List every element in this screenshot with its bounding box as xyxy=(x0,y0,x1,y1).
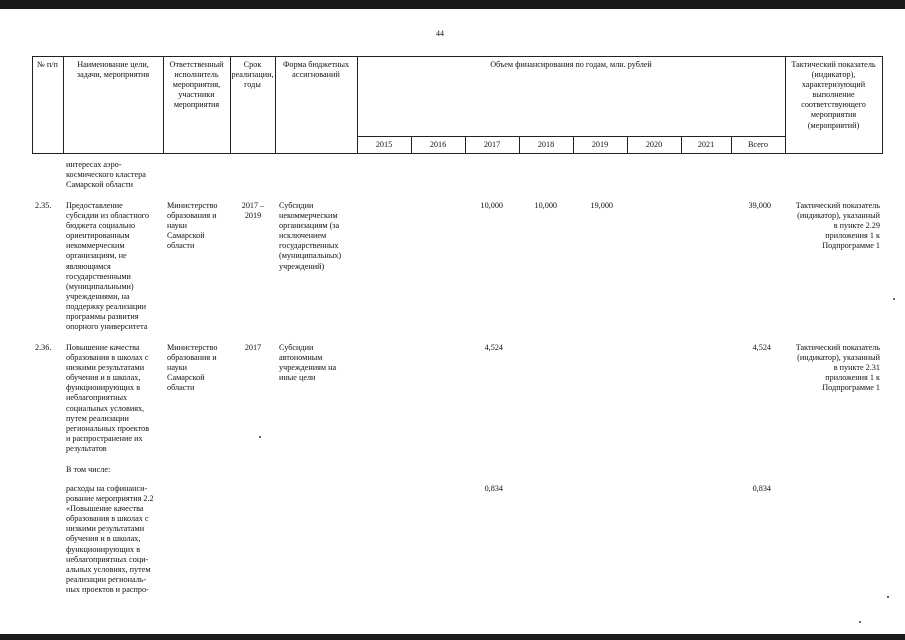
col-line xyxy=(882,56,883,154)
row-2-36-name: Повышение качества образования в школах с низкими результатами обучения и в школах, функционирующих в неблагоприятных социальных условиях, путем реализации региональных проектов и распространение их результатов xyxy=(66,343,150,453)
row-2-36-num: 2.36. xyxy=(35,343,52,352)
row-2-36-total: 4,524 xyxy=(752,343,771,352)
year-2016: 2016 xyxy=(429,140,447,149)
header-responsible: Ответственный исполнитель мероприятия, участники мероприятия xyxy=(169,60,224,110)
row-2-35-name: Предоставление субсидии из областного бюджета социально ориентированным некоммерческим организациям, не являющимся государственными (муниципальными) учреждениями, на поддержку реализации программы развития опорного университета xyxy=(66,201,150,332)
row-2-35-2019: 19,000 xyxy=(590,201,613,210)
row-2-35-2017: 10,000 xyxy=(480,201,503,210)
row-2-35-indicator: Тактический показатель (индикатор), указанный в пункте 2.29 приложения 1 к Подпрограмме 1 xyxy=(795,201,880,251)
row-2-35-num: 2.35. xyxy=(35,201,52,210)
row-2-36-responsible: Министерство образования и науки Самарской области xyxy=(167,343,218,393)
row-2-35-term: 2017 – 2019 xyxy=(241,201,265,221)
year-2018: 2018 xyxy=(537,140,555,149)
header-indicator: Тактический показатель (индикатор), характеризующий выполнение соответствующего мероприятия (мероприятий) xyxy=(791,60,876,130)
header-funding: Объем финансирования по годам, млн. рублей xyxy=(490,60,652,69)
header-name: Наименование цели, задачи, мероприятия xyxy=(76,60,150,80)
header-term: Срок реализации, годы xyxy=(231,60,274,90)
year-2020: 2020 xyxy=(645,140,663,149)
continued-name: интересах аэро- космического кластера Самарской области xyxy=(66,160,146,190)
page-number: 44 xyxy=(436,29,444,38)
year-2015: 2015 xyxy=(375,140,393,149)
scan-speck xyxy=(259,436,261,438)
sub-name: расходы на софинанси- рование мероприятия 2.2 «Повышение качества образования в школах с низкими результатами обучения и в школах, функционирующих в неблагоприятных соци- альных условиях, путем реализации региональ- ных проектов и распро- xyxy=(66,484,154,594)
sub-2017: 0,834 xyxy=(484,484,503,493)
row-2-36-indicator: Тактический показатель (индикатор), указанный в пункте 2.31 приложения 1 к Подпрограмме 1 xyxy=(795,343,880,393)
year-2019: 2019 xyxy=(591,140,609,149)
header-bottom-line xyxy=(32,153,882,154)
header-top-line xyxy=(32,56,882,57)
top-border xyxy=(0,0,905,9)
row-2-36-2017: 4,524 xyxy=(484,343,503,352)
year-2017: 2017 xyxy=(483,140,501,149)
scan-speck xyxy=(859,621,861,623)
years-line xyxy=(357,136,785,137)
col-line xyxy=(32,56,33,154)
header-num: № п/п xyxy=(37,60,58,69)
row-2-35-2018: 10,000 xyxy=(534,201,557,210)
header-form: Форма бюджетных ассигнований xyxy=(282,60,350,80)
including-label: В том числе: xyxy=(66,465,111,474)
row-2-36-form: Субсидии автономным учреждениям на иные цели xyxy=(279,343,337,383)
row-2-35-total: 39,000 xyxy=(748,201,771,210)
sub-total: 0,834 xyxy=(752,484,771,493)
row-2-36-term: 2017 xyxy=(244,343,262,352)
scan-speck xyxy=(893,298,895,300)
row-2-35-responsible: Министерство образования и науки Самарской области xyxy=(167,201,218,251)
year-total: Всего xyxy=(747,140,769,149)
scan-speck xyxy=(887,596,889,598)
year-2021: 2021 xyxy=(697,140,715,149)
row-2-35-form: Субсидии некоммерческим организациям (за исключением государственных (муниципальных) учреждений) xyxy=(279,201,342,271)
bottom-border xyxy=(0,634,905,640)
